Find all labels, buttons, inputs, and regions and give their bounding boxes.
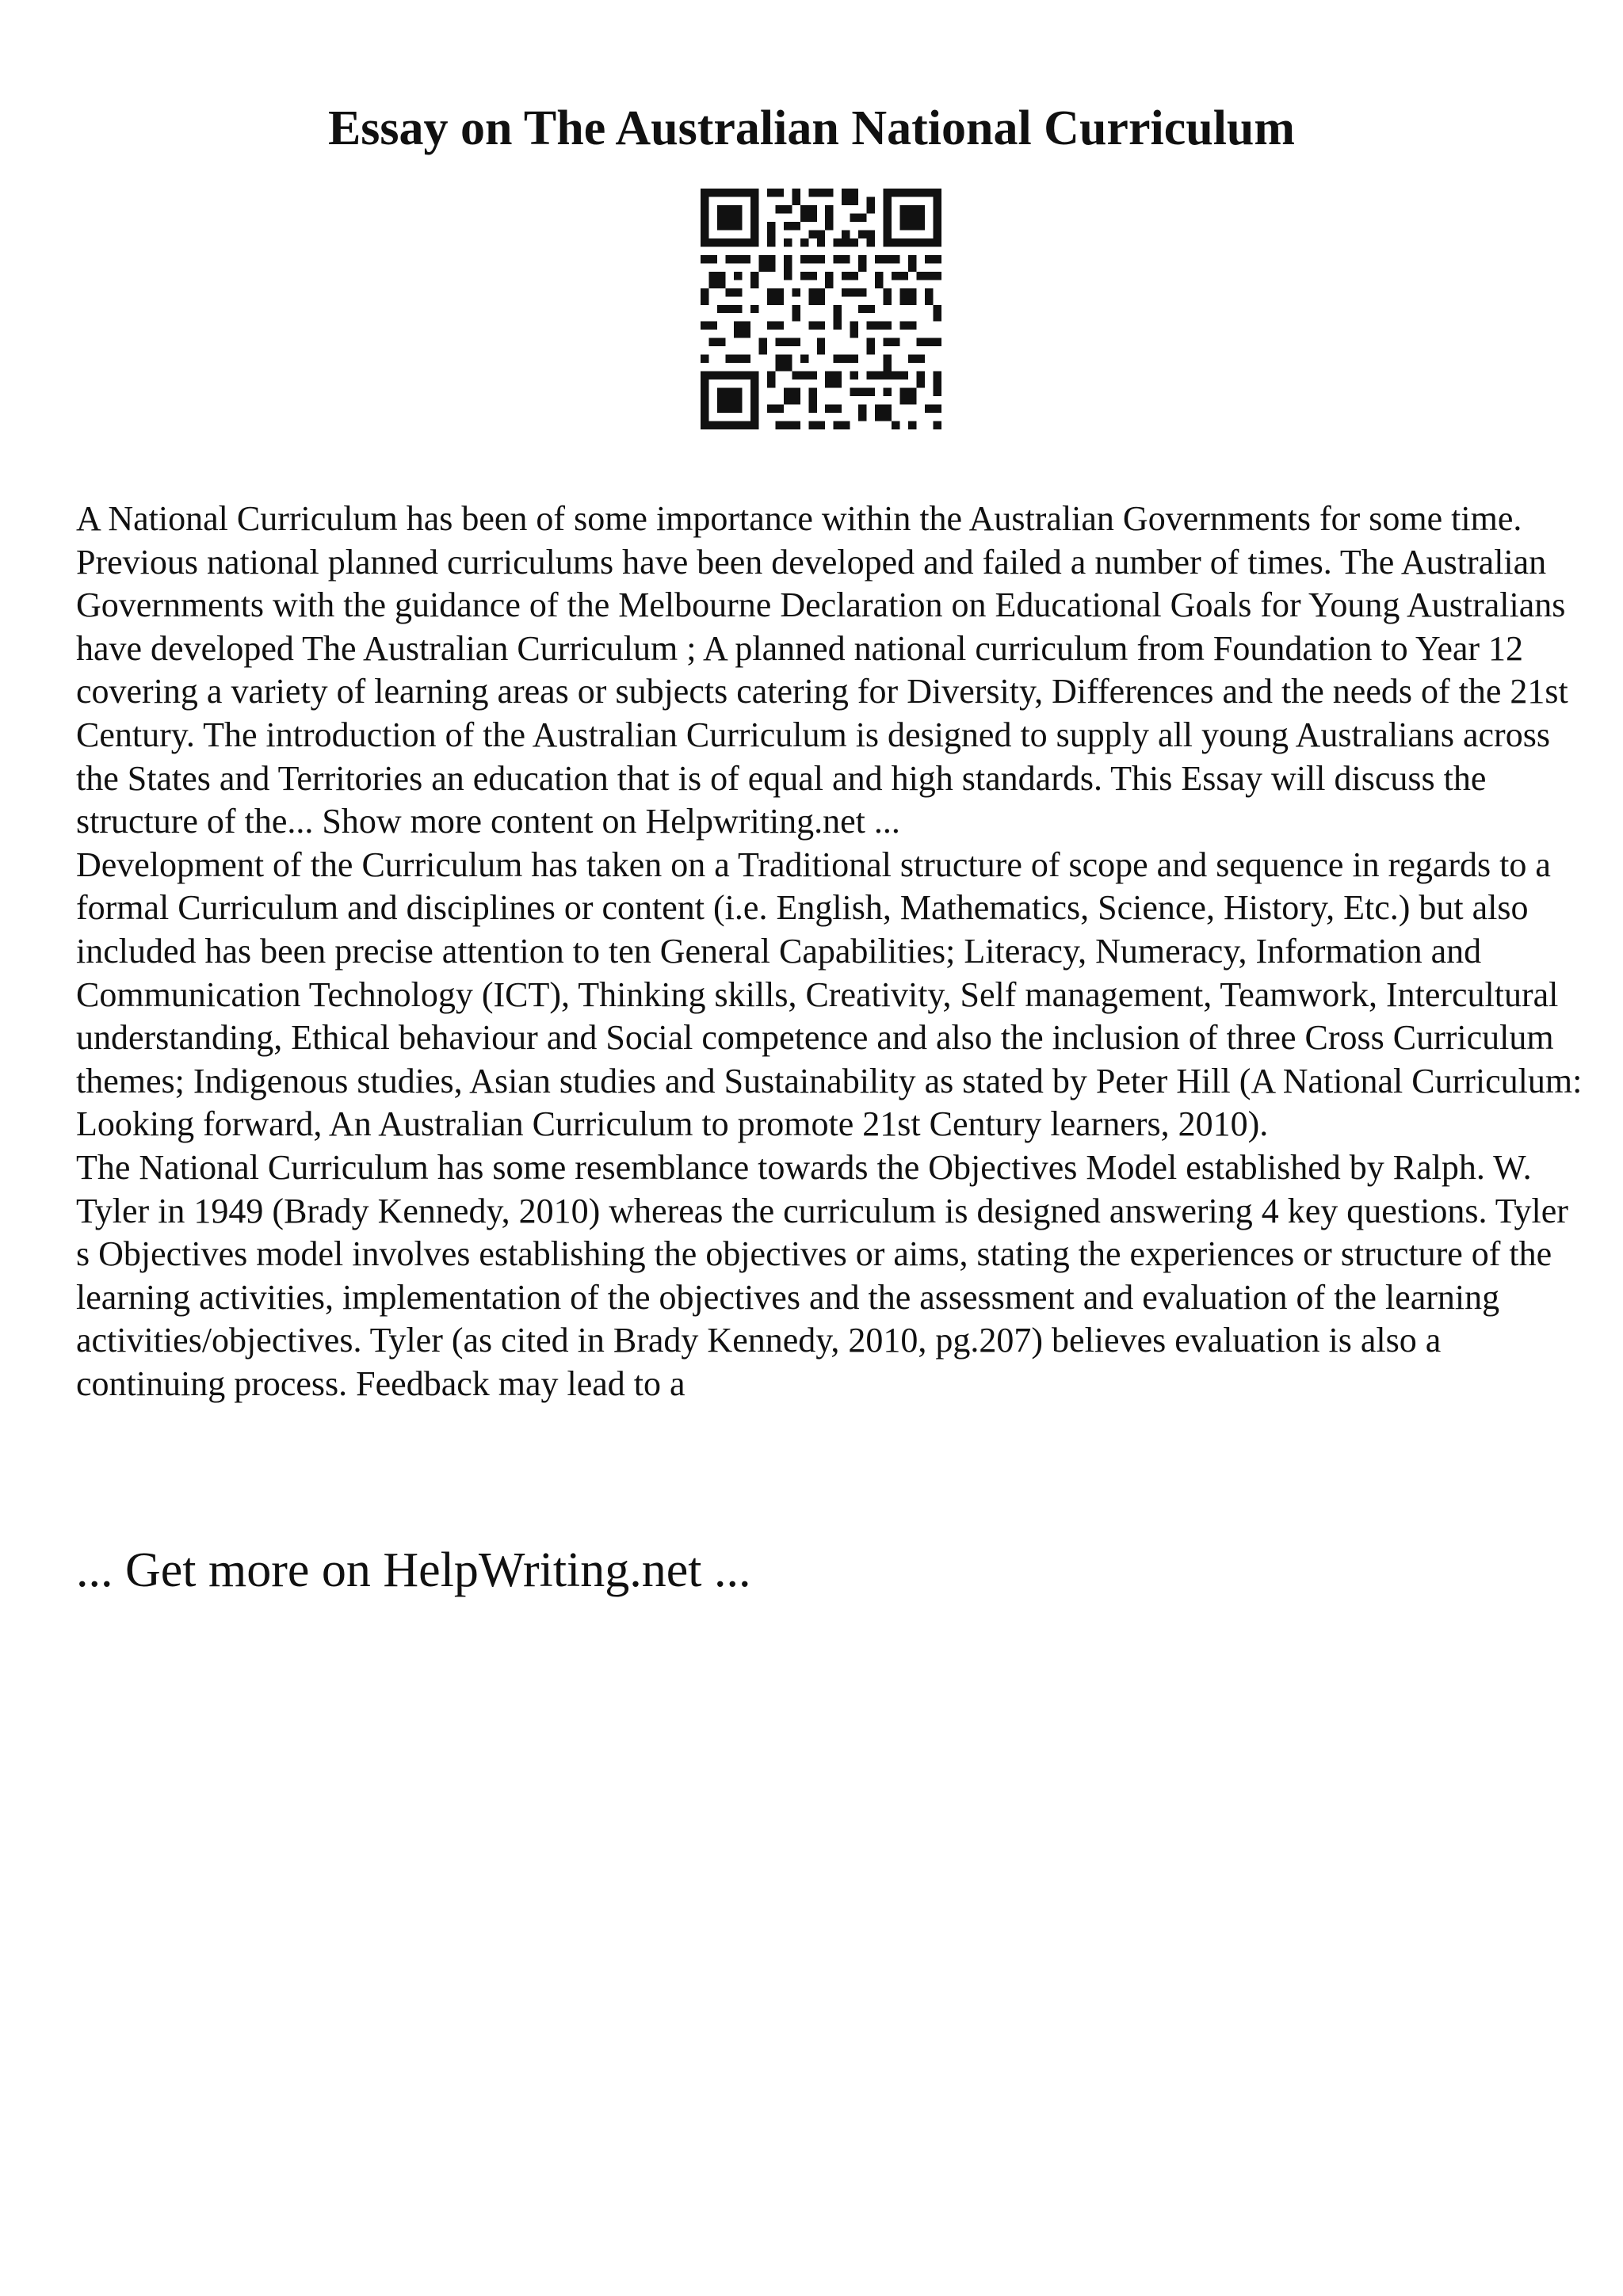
paragraph-objectives-model: The National Curriculum has some resemblance towards the Objectives Model established by Ralph. W. Tyler in 1949 (Brady Kennedy, 2010) whereas the curriculum is designed answering 4 key questions. Tyler s Objectives model involves establishing the objectives or aims, stating the experiences or structure of the learning activities, implementation of the objectives and the assessment and evaluation of the learning activities/objectives. Tyler (as cited in Brady Kennedy, 2010, pg.207) believes evaluation is also a continuing process. Feedback may lead to a [76, 1147, 1568, 1403]
paragraph-intro: A National Curriculum has been of some importance within the Australian Governments for some time. Previous national planned curriculums have been developed and failed a number of times. The Australian Governments with the guidance of the Melbourne Declaration on Educational Goals for Young Australians have developed The Australian Curriculum ; A planned national curriculum from Foundation to Year 12 covering a variety of learning areas or subjects catering for Diversity, Differences and the needs of the 21st Century. The introduction of the Australian Curriculum is designed to supply all young Australians across the States and Territories an education that is of equal and high standards. This Essay will discuss the structure of the... Show more content on Helpwriting.net ... [76, 499, 1568, 841]
paragraph-development: Development of the Curriculum has taken on a Traditional structure of scope and sequence in regards to a formal Curriculum and disciplines or content (i.e. English, Mathematics, Science, History, Etc.) but also included has been precise attention to ten General Capabilities; Literacy, Numeracy, Information and Communication Technology (ICT), Thinking skills, Creativity, Self management, Teamwork, Intercultural understanding, Ethical behaviour and Social competence and also the inclusion of three Cross Curriculum themes; Indigenous studies, Asian studies and Sustainability as stated by Peter Hill (A National Curriculum: Looking forward, An Australian Curriculum to promote 21st Century learners, 2010). [76, 845, 1583, 1144]
page-title: Essay on The Australian National Curriculum [327, 101, 1296, 155]
get-more-link[interactable]: ... Get more on HelpWriting.net ... [76, 1543, 751, 1597]
qr-code-icon[interactable] [701, 189, 941, 429]
essay-body [76, 498, 1590, 1405]
